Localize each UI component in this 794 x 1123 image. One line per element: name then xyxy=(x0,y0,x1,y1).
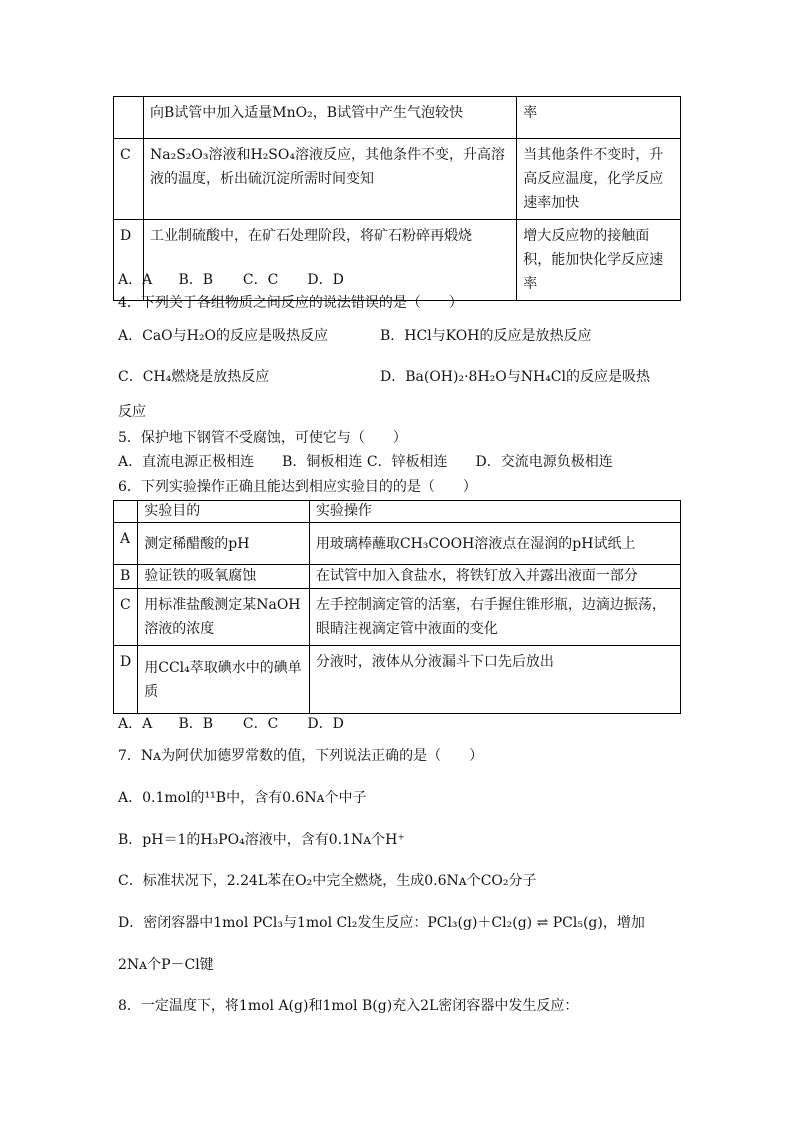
row-operation: 在试管中加入食盐水，将铁钉放入并露出液面一部分 xyxy=(309,565,680,589)
q4-option-a: A．CaO与H₂O的反应是吸热反应 xyxy=(118,328,328,344)
q5-options: A．直流电源正极相连 B．铜板相连 C．锌板相连 D．交流电源负极相连 xyxy=(118,454,613,470)
row-conclusion: 增大反应物的接触面积，能加快化学反应速率 xyxy=(517,220,681,301)
q3-options: A．A B．B C．C D．D xyxy=(118,272,344,288)
header-operation: 实验操作 xyxy=(309,501,680,523)
q8-stem: 8．一定温度下，将1mol A(g)和1mol B(g)充入2L密闭容器中发生反应： xyxy=(118,998,579,1014)
row-label: C xyxy=(114,139,144,220)
q4-option-c: C．CH₄燃烧是放热反应 xyxy=(118,369,270,385)
q7-option-b: B．pH＝1的H₃PO₄溶液中，含有0.1Nᴀ个H⁺ xyxy=(118,832,405,848)
row-conclusion: 率 xyxy=(517,97,681,139)
row-label: C xyxy=(114,589,138,646)
row-operation: 用玻璃棒蘸取CH₃COOH溶液点在湿润的pH试纸上 xyxy=(309,523,680,565)
q4-option-d: D．Ba(OH)₂·8H₂O与NH₄Cl的反应是吸热 xyxy=(380,369,650,385)
table-q6 xyxy=(113,500,681,714)
table-row xyxy=(114,139,681,220)
table-row xyxy=(114,565,681,589)
header-purpose: 实验目的 xyxy=(138,501,310,523)
q4-option-b: B．HCl与KOH的反应是放热反应 xyxy=(380,328,592,344)
row-desc: 向B试管中加入适量MnO₂，B试管中产生气泡较快 xyxy=(143,97,516,139)
row-conclusion: 当其他条件不变时，升高反应温度，化学反应速率加快 xyxy=(517,139,681,220)
q7-option-d: D．密闭容器中1mol PCl₃与1mol Cl₂发生反应：PCl₃(g)＋Cl₂(g) ⇌ PCl₅(g)，增加 xyxy=(118,915,645,931)
row-purpose: 验证铁的吸氧腐蚀 xyxy=(138,565,310,589)
row-label: D xyxy=(114,646,138,714)
table-row xyxy=(114,97,681,139)
q4-stem: 4．下列关于各组物质之间反应的说法错误的是（ ） xyxy=(118,295,463,311)
q4-option-d-cont: 反应 xyxy=(118,404,146,420)
table-row xyxy=(114,646,681,714)
q7-option-a: A．0.1mol的¹¹B中，含有0.6Nᴀ个中子 xyxy=(118,790,367,806)
table-row xyxy=(114,523,681,565)
table-row xyxy=(114,589,681,646)
q7-option-d-cont: 2Nᴀ个P－Cl键 xyxy=(118,957,214,973)
q6-options: A．A B．B C．C D．D xyxy=(118,716,344,732)
row-operation: 分液时，液体从分液漏斗下口先后放出 xyxy=(309,646,680,714)
q7-option-c: C．标准状况下，2.24L苯在O₂中完全燃烧，生成0.6Nᴀ个CO₂分子 xyxy=(118,873,537,889)
q5-stem: 5．保护地下钢管不受腐蚀，可使它与（ ） xyxy=(118,430,407,446)
row-label: B xyxy=(114,565,138,589)
row-desc: Na₂S₂O₃溶液和H₂SO₄溶液反应，其他条件不变，升高溶液的温度，析出硫沉淀所需时间变知 xyxy=(143,139,516,220)
table-header-row xyxy=(114,501,681,523)
row-purpose: 测定稀醋酸的pH xyxy=(138,523,310,565)
row-operation: 左手控制滴定管的活塞，右手握住锥形瓶，边滴边振荡，眼睛注视滴定管中液面的变化 xyxy=(309,589,680,646)
row-label: A xyxy=(114,523,138,565)
q6-stem: 6．下列实验操作正确且能达到相应实验目的的是（ ） xyxy=(118,479,477,495)
row-purpose: 用CCl₄萃取碘水中的碘单质 xyxy=(138,646,310,714)
row-label: D xyxy=(114,220,144,301)
row-label xyxy=(114,97,144,139)
row-purpose: 用标准盐酸测定某NaOH溶液的浓度 xyxy=(138,589,310,646)
row-desc: 工业制硫酸中，在矿石处理阶段，将矿石粉碎再煅烧 xyxy=(143,220,516,301)
q7-stem: 7．Nᴀ为阿伏加德罗常数的值，下列说法正确的是（ ） xyxy=(118,748,484,764)
